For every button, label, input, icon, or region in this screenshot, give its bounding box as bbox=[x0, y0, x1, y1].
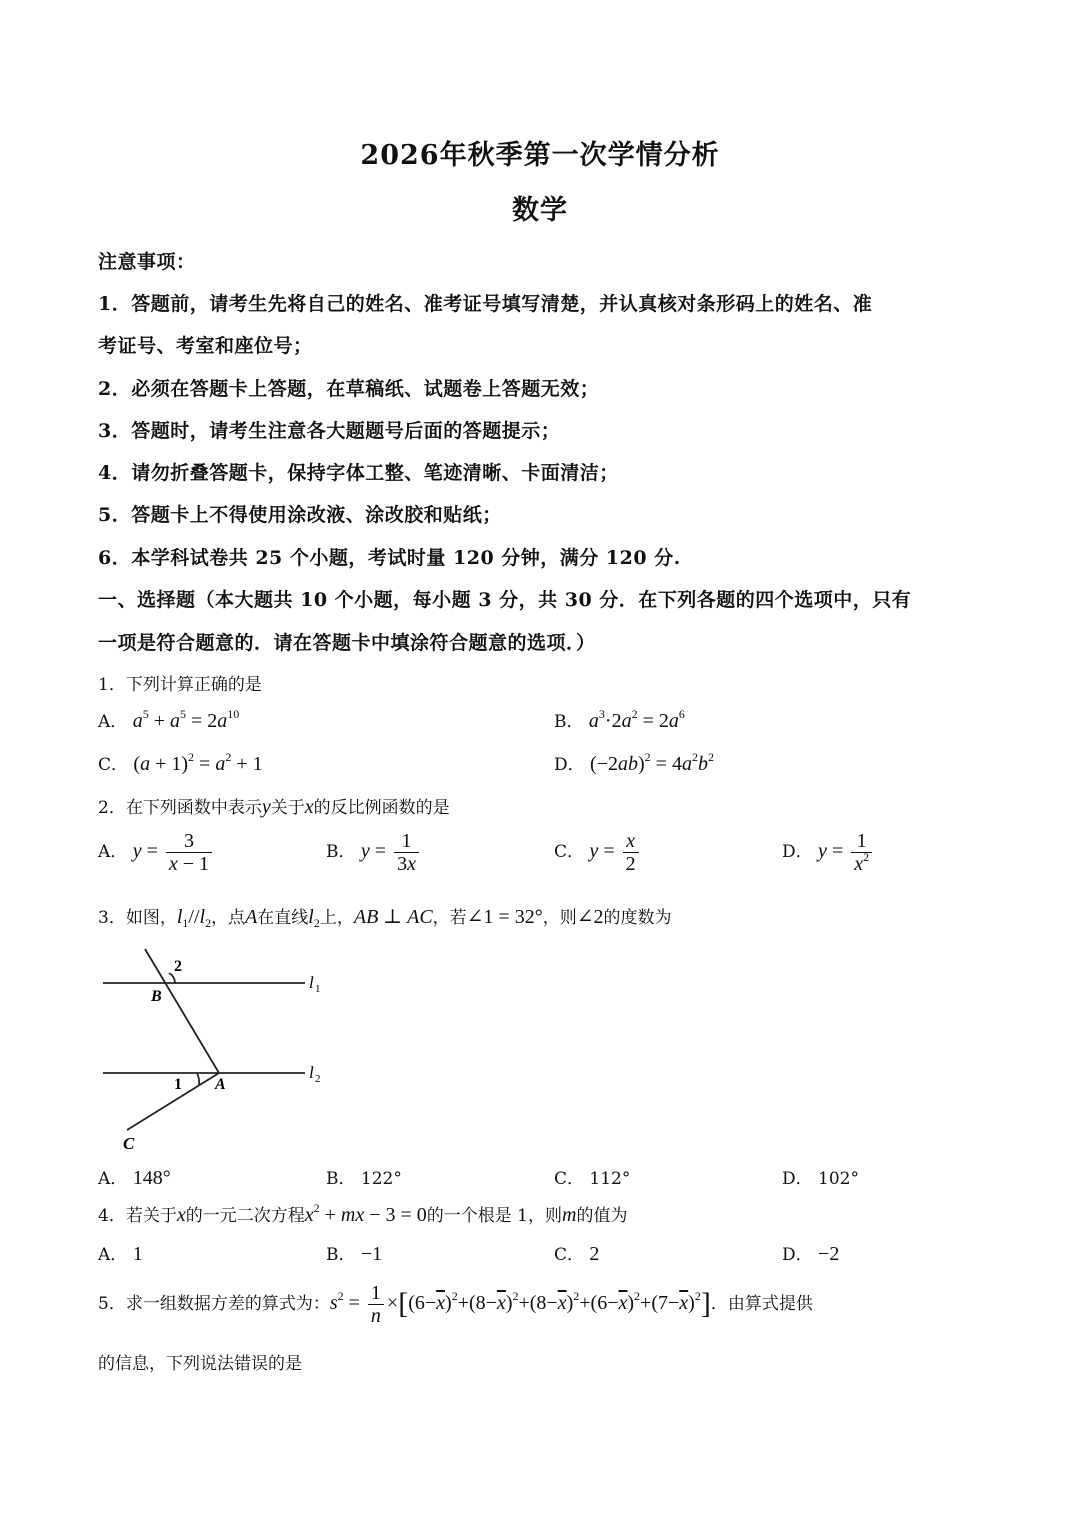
line-ac bbox=[127, 1073, 219, 1130]
label-angle-2: 2 bbox=[174, 958, 182, 975]
q4-option-d[interactable]: D． −2 bbox=[782, 1243, 840, 1265]
q3-option-b[interactable]: B． 122° bbox=[326, 1169, 402, 1189]
q2-option-d[interactable] bbox=[782, 830, 875, 875]
q4-option-a[interactable]: A． 1 bbox=[98, 1243, 143, 1265]
label-point-c: C bbox=[123, 1134, 135, 1153]
subject-title: 数学 bbox=[512, 195, 568, 226]
q3-option-d[interactable]: D． 102° bbox=[782, 1169, 859, 1189]
q5-formula: $s^2$ = $\frac{1}{n}$ $\times[(6-\overline{x})^2+(8-\overline{x})^2+(8-\overline{x})^2+(6-\overline{x})^2+(7-\overline{x})^2]$ bbox=[329, 1282, 711, 1327]
q1-option-d-formula: $(-2ab)^2 = 4a^2b^2$ bbox=[590, 750, 714, 775]
notice-item-5: 5．答题卡上不得使用涂改液、涂改胶和贴纸； bbox=[98, 504, 502, 526]
q1-option-a-label: A． bbox=[98, 712, 128, 732]
section-1-heading-cont: 一项是符合题意的．请在答题卡中填涂符合题意的选项．） bbox=[98, 632, 596, 654]
q2-option-b[interactable] bbox=[326, 830, 422, 875]
label-point-a: A bbox=[215, 1076, 226, 1093]
notice-item-1-cont: 考证号、考室和座位号； bbox=[98, 335, 313, 357]
q1-option-c-label: C． bbox=[98, 755, 129, 775]
q3-stem: 3．如图，$l_1//l_2$，点A在直线$l_2$上，AB ⊥ AC，若∠1 = 32°，则∠2的度数为 bbox=[98, 906, 672, 930]
notice-item-6: 6．本学科试卷共 25 个小题，考试时量 120 分钟，满分 120 分. bbox=[98, 547, 681, 569]
q3-option-a[interactable]: A． 148° bbox=[98, 1167, 171, 1189]
q1-option-d-label: D． bbox=[554, 755, 585, 775]
q2-option-c-formula: y = $\frac{x}{2}$ bbox=[589, 840, 641, 862]
q1-option-a[interactable] bbox=[98, 707, 239, 733]
q4-option-c[interactable]: C． 2 bbox=[554, 1243, 600, 1265]
q2-option-b-formula: y = $\frac{1}{3x}$ bbox=[361, 840, 422, 862]
q2-option-d-label: D． bbox=[782, 842, 813, 863]
label-l1-sub: 1 bbox=[315, 983, 321, 995]
q4-stem: 4．若关于x的一元二次方程$x^2$ + mx − 3 = 0的一个根是 1，则m的值为 bbox=[98, 1201, 628, 1226]
q1-option-b-formula: $a^3\cdot 2a^2 = 2a^6$ bbox=[588, 707, 685, 732]
notice-item-4: 4．请勿折叠答题卡，保持字体工整、笔迹清晰、卡面清洁； bbox=[98, 462, 619, 484]
q2-stem: 2．在下列函数中表示y关于x的反比例函数的是 bbox=[98, 796, 450, 818]
label-point-b: B bbox=[151, 988, 162, 1005]
q1-option-b[interactable] bbox=[554, 707, 685, 733]
q1-stem: 1．下列计算正确的是 bbox=[98, 675, 262, 695]
q1-option-a-formula: $a^5 + a^5 = 2a^{10}$ bbox=[132, 707, 240, 732]
label-l2: l bbox=[309, 1063, 314, 1082]
q2-option-a[interactable] bbox=[98, 830, 215, 875]
q2-option-c[interactable] bbox=[554, 830, 642, 875]
q2-option-b-label: B． bbox=[326, 842, 356, 863]
q1-option-b-label: B． bbox=[554, 712, 584, 732]
q3-figure bbox=[95, 945, 340, 1155]
q5-stem: 5．求一组数据方差的算式为：$s^2$ = $\frac{1}{n}$ $\times[(6-\overline{x})^2+(8-\overline{x})^2+(8-\overline{x})^2+(6-\overline{x})^2+(7-\overline{x})^2]$．由算式提供 bbox=[98, 1282, 813, 1327]
q2-option-a-label: A． bbox=[98, 842, 128, 863]
notice-item-2: 2．必须在答题卡上答题，在草稿纸、试题卷上答题无效； bbox=[98, 378, 600, 400]
q2-option-d-formula: y = $\frac{1}{x^2}$ bbox=[818, 840, 875, 862]
q1-option-c-formula: $(a + 1)^2 = a^2 + 1$ bbox=[133, 750, 263, 775]
line-ab bbox=[145, 949, 219, 1073]
q3-option-c[interactable]: C． 112° bbox=[554, 1169, 631, 1189]
q5-stem-cont: 的信息，下列说法错误的是 bbox=[98, 1354, 302, 1374]
q4-option-b[interactable]: B． −1 bbox=[326, 1243, 383, 1265]
notice-item-3: 3．答题时，请考生注意各大题题号后面的答题提示； bbox=[98, 420, 561, 442]
q1-option-d[interactable] bbox=[554, 750, 714, 776]
label-angle-1: 1 bbox=[174, 1076, 182, 1093]
section-1-heading: 一、选择题（本大题共 10 个小题，每小题 3 分，共 30 分．在下列各题的四个选项中，只有 bbox=[98, 589, 912, 611]
q2-option-a-formula: y = $\frac{3}{x - 1}$ bbox=[133, 840, 215, 862]
q1-option-c[interactable] bbox=[98, 750, 263, 776]
label-l1: l bbox=[309, 973, 314, 992]
notice-heading: 注意事项： bbox=[98, 251, 196, 273]
label-l2-sub: 2 bbox=[315, 1073, 321, 1085]
angle-1-arc bbox=[197, 1073, 199, 1085]
exam-title: 2026年秋季第一次学情分析 bbox=[360, 140, 720, 171]
notice-item-1: 1．答题前，请考生先将自己的姓名、准考证号填写清楚，并认真核对条形码上的姓名、准 bbox=[98, 293, 873, 315]
q2-option-c-label: C． bbox=[554, 842, 585, 863]
